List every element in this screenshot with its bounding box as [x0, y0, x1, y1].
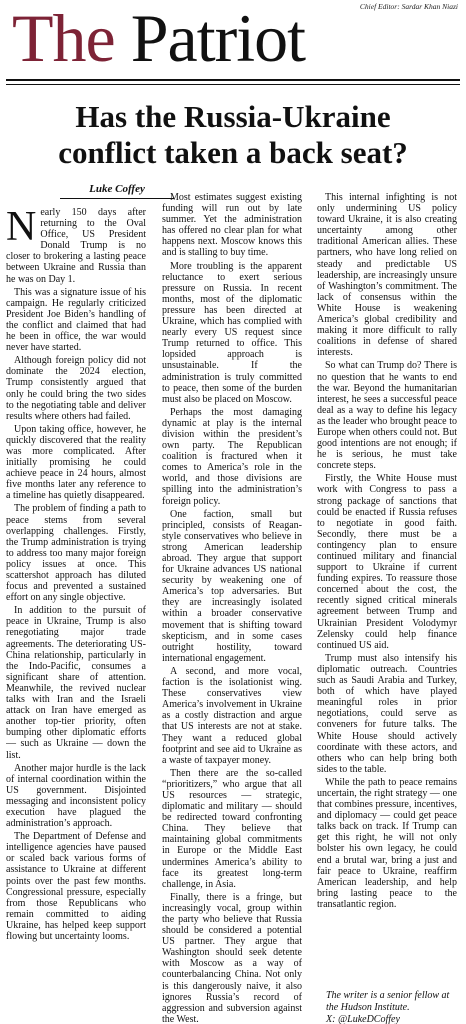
newspaper-logo [12, 2, 305, 74]
article-column-2 [162, 192, 302, 1024]
author-social-handle: X: @LukeDCoffey [326, 1014, 400, 1024]
article-column-1 [6, 207, 146, 1024]
paragraph: More troubling is the apparent reluctance to exert serious pressure on Russia. In recent months, most of the diplomatic pressure has been directed at Ukraine, which has complied with nearly every US request since Trump returned to office. This lopsided approach is unsustainable. If the administration is truly committed to peace, then some of the burden must also be placed on Moscow. [162, 260, 302, 405]
paragraph: Firstly, the White House must work with Congress to pass a strong package of sanctions that could be enacted if Russia refuses to negotiate in good faith. Secondly, there must be a contingency plan to ensure continued military and financial support to Ukraine if current funding expires. To reassure those concerned about the cost, the recently signed critical minerals agreement between Trump and Ukrainian President Volodymyr Zelensky could help finance continued US aid. [317, 473, 457, 651]
paragraph [6, 207, 146, 285]
paragraph: Perhaps the most damaging dynamic at play is the internal division within the president’s own party. The Republican coalition is fractured when it comes to America’s role in the world, and those divisions are spilling into the administration’s foreign policy. [162, 406, 302, 507]
paragraph: A second, and more vocal, faction is the isolationist wing. These conservatives view America’s involvement in Ukraine as a costly distraction and argue that US interests are not at stake. They want a reduced global footprint and see aid to Ukraine as a waste of taxpayer money. [162, 665, 302, 766]
logo-the: The [12, 0, 115, 76]
paragraph: Trump must also intensify his diplomatic outreach. Countries such as Saudi Arabia and Turkey, both of which have played meaningful roles in prior negotiations, could serve as conveners for future talks. The White House should actively coordinate with these actors, and others who can help bring both sides to the table. [317, 652, 457, 775]
author-affiliation: The writer is a senior fellow at the Hudson Institute. [326, 990, 450, 1013]
paragraph: One faction, small but principled, consists of Reagan-style conservatives who believe in strong American leadership abroad. They argue that support for Ukraine advances US national security by weakening one of America’s top adversaries. But they are increasingly isolated within a broader conservative movement that is shifting toward skepticism, and in some cases outright hostility, toward international engagement. [162, 508, 302, 664]
paragraph: While the path to peace remains uncertain, the right strategy — one that combines pressure, incentives, and diplomacy — could get peace talks back on track. If Trump can get this right, he will not only bolster his own legacy, he could end a brutal war, bring a just and fair peace to Ukraine, reaffirm American leadership, and help bring lasting peace to the transatlantic region. [317, 776, 457, 910]
paragraph: The problem of finding a path to peace stems from several overlapping challenges. Firstly, the Trump administration is trying to address too many major foreign policy issues at once. This scattershot approach has diluted focus and prevented a sustained effort on any single objective. [6, 503, 146, 604]
masthead-rule-thick [6, 79, 460, 81]
drop-cap: N [6, 207, 37, 250]
masthead-rule-thin [6, 84, 460, 85]
logo-patriot: Patriot [130, 0, 306, 76]
paragraph: So what can Trump do? There is no question that he wants to end the war. Beyond the humanitarian interest, he sees a successful peace deal as a way to define his legacy as the leader who brought peace to Europe when others could not. But good intentions are not enough; if he is serious, he must take concrete steps. [317, 360, 457, 472]
paragraph: Although foreign policy did not dominate the 2024 election, Trump consistently argued that only he could bring the two sides to the negotiating table and deliver results where others had failed. [6, 355, 146, 422]
paragraph: Then there are the so-called “prioritizers,” who argue that all US resources — strategic, diplomatic and military — should be redirected toward confronting China. They believe that maintaining global commitments in Europe or the Middle East undermines America’s ability to face its greatest long-term challenge, in Asia. [162, 767, 302, 890]
headline-line-1: Has the Russia-Ukraine [75, 99, 391, 134]
paragraph: Upon taking office, however, he quickly discovered that the reality was more complicated. After initially promising he could achieve peace in 24 hours, almost five months later any reference to a timeline has quietly disappeared. [6, 423, 146, 502]
paragraph: This was a signature issue of his campaign. He regularly criticized President Joe Biden’s handling of the conflict and claimed that had he been in office, the war would never have started. [6, 286, 146, 354]
author-footnote [326, 990, 464, 1024]
headline-line-2: conflict taken a back seat? [58, 135, 408, 170]
article-column-3 [317, 192, 457, 1024]
paragraph: Another major hurdle is the lack of internal coordination within the US government. Disjointed messaging and inconsistent policy execution have plagued the administration’s approach. [6, 762, 146, 830]
paragraph: Finally, there is a fringe, but increasingly vocal, group within the party who believe that Russia should be considered a potential US partner. They argue that Washington should seek detente with Moscow as a way of counterbalancing China. Not only is this dangerously naive, it also ignores Russia’s record of aggression and subversion against the West. [162, 891, 302, 1024]
paragraph: In addition to the pursuit of peace in Ukraine, Trump is also renegotiating major trade agreements. The deteriorating US-China relationship, particularly in the Indo-Pacific, consumes a significant share of attention. Meanwhile, the revived nuclear talks with Iran and the Israeli attack on Iran have emerged as another top-tier priority, often bumping other diplomatic efforts — such as Ukraine — down the list. [6, 605, 146, 761]
paragraph: The Department of Defense and intelligence agencies have paused or scaled back various forms of assistance to Ukraine at different points over the past few months. Congressional pressure, especially from those Republicans who remain committed to aiding Ukraine, has helped keep support flowing but uncertainty looms. [6, 831, 146, 942]
paragraph-text: early 150 days after returning to the Oval Office, US President Donald Trump is no closer to brokering a lasting peace between Ukraine and Russia than he was on Day 1. [6, 207, 146, 285]
author-byline: Luke Coffey [60, 183, 174, 199]
paragraph: Most estimates suggest existing funding will run out by late summer. Yet the administration has offered no clear plan for what happens next. Moscow knows this and is stalling to buy time. [162, 192, 302, 259]
masthead [0, 0, 466, 80]
article-headline [0, 99, 466, 171]
paragraph: This internal infighting is not only undermining US policy toward Ukraine, it is also creating uncertainty among other traditional American allies. These partners, who have long relied on steady and predictable US leadership, are increasingly unsure of Washington’s commitment. The lack of consensus within the White House is weakening America’s global credibility and making it more difficult to rally coalitions in defense of shared interests. [317, 192, 457, 359]
chief-editor-credit: Chief Editor: Sardar Khan Niazi [359, 2, 458, 11]
